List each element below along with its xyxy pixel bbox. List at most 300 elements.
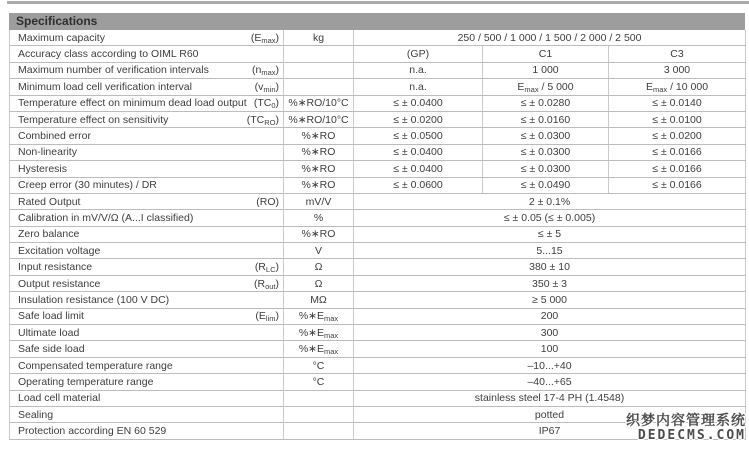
- spec-value-cell-merged: [354, 193, 746, 209]
- spec-value: [504, 212, 595, 224]
- spec-label: Maximum capacity: [18, 31, 105, 44]
- spec-value-cell: [609, 46, 746, 62]
- spec-unit: [302, 228, 336, 240]
- spec-value-cell: [609, 144, 746, 160]
- spec-value-text: 350 ± 3: [532, 277, 567, 290]
- spec-label: Excitation voltage: [18, 244, 101, 257]
- spec-value-text: 2 ± 0.1%: [528, 195, 571, 208]
- spec-value: [652, 179, 701, 191]
- spec-value: [536, 245, 562, 257]
- spec-value-cell-merged: [354, 30, 746, 46]
- spec-value: [458, 32, 642, 44]
- spec-value-cell: [609, 62, 746, 78]
- spec-unit-cell: [284, 79, 354, 95]
- spec-value-cell-merged: [354, 357, 746, 373]
- spec-value-text: 380 ± 10: [529, 261, 570, 274]
- spec-symbol-subscript: RO: [264, 117, 276, 127]
- spec-value: [521, 146, 570, 158]
- spec-value-text: potted: [534, 408, 565, 421]
- spec-symbol-text-after: ): [275, 31, 279, 44]
- spec-value: [539, 425, 561, 437]
- spec-label: Temperature effect on minimum dead load output: [18, 97, 247, 110]
- spec-value-subscript: max: [524, 84, 539, 94]
- spec-value-cell-merged: [354, 292, 746, 308]
- spec-row: [10, 390, 746, 406]
- spec-value: [652, 114, 701, 126]
- spec-value-subscript: max: [653, 84, 668, 94]
- spec-unit-cell: [284, 325, 354, 341]
- spec-unit-cell: [284, 374, 354, 390]
- spec-value: [670, 48, 683, 60]
- spec-value: [652, 163, 701, 175]
- spec-label-cell: [10, 177, 284, 193]
- spec-unit-cell: [284, 259, 354, 275]
- spec-value: [521, 97, 570, 109]
- spec-label-cell: [10, 193, 284, 209]
- spec-value-cell: [483, 161, 609, 177]
- spec-label-cell: [10, 259, 284, 275]
- spec-label-cell: [10, 111, 284, 127]
- spec-value: [532, 278, 567, 290]
- spec-value-cell: [483, 128, 609, 144]
- spec-symbol: [247, 114, 279, 126]
- spec-label-cell: [10, 275, 284, 291]
- spec-value-cell-merged: [354, 226, 746, 242]
- spec-label-cell: [10, 46, 284, 62]
- spec-value: [535, 409, 564, 421]
- spec-label: Input resistance: [18, 261, 93, 274]
- spec-value-text: ≤ ± 0.0166: [652, 162, 702, 175]
- spec-unit: [302, 163, 336, 175]
- spec-unit: [314, 212, 323, 224]
- spec-value-text: ≤ ± 0.0200: [393, 113, 443, 126]
- spec-unit-cell: [284, 111, 354, 127]
- spec-value-cell: [483, 79, 609, 95]
- spec-value: [541, 327, 559, 339]
- spec-label: Zero balance: [18, 228, 80, 241]
- spec-row: [10, 62, 746, 78]
- spec-value-cell: [354, 161, 483, 177]
- spec-value: [521, 179, 570, 191]
- spec-symbol-subscript: LC: [265, 265, 276, 275]
- specifications-title: Specifications: [16, 14, 98, 28]
- spec-unit-cell: [284, 62, 354, 78]
- spec-value-cell: [609, 79, 746, 95]
- spec-symbol: [251, 32, 279, 44]
- spec-unit-cell: [284, 128, 354, 144]
- spec-value: [409, 64, 427, 76]
- spec-unit-text: %∗RO: [301, 179, 336, 192]
- spec-unit-cell: [284, 46, 354, 62]
- spec-label: Rated Output: [18, 195, 81, 208]
- spec-value: [532, 294, 567, 306]
- spec-value: [475, 392, 624, 404]
- spec-value-cell: [354, 62, 483, 78]
- specifications-header: [9, 13, 745, 30]
- spec-symbol-text: (RO): [256, 195, 279, 208]
- spec-symbol: [254, 97, 279, 109]
- spec-label: Load cell material: [18, 392, 101, 405]
- spec-symbol-text: (E: [255, 310, 266, 323]
- spec-label-cell: [10, 161, 284, 177]
- spec-value: [521, 163, 570, 175]
- spec-unit-text: %∗RO/10°C: [288, 97, 349, 110]
- spec-label: Sealing: [18, 408, 54, 421]
- spec-symbol-text: (R: [254, 261, 266, 274]
- spec-value-cell: [354, 128, 483, 144]
- spec-value-text: ≤ ± 5: [537, 228, 562, 241]
- spec-symbol-text-after: ): [275, 80, 279, 93]
- spec-unit-text: MΩ: [310, 293, 327, 306]
- spec-value: [409, 81, 427, 93]
- spec-value-text: ≤ ± 0.0400: [393, 162, 443, 175]
- spec-value-cell-merged: [354, 390, 746, 406]
- spec-value-text: stainless steel 17-4 PH (1.4548): [474, 392, 625, 405]
- spec-value: [664, 64, 690, 76]
- spec-value-text: ≤ ± 0.0166: [652, 179, 702, 192]
- spec-label: Creep error (30 minutes) / DR: [18, 179, 157, 192]
- spec-unit-text: Ω: [314, 277, 323, 290]
- spec-label-cell: [10, 292, 284, 308]
- spec-value: [393, 97, 442, 109]
- spec-unit-text: %∗RO: [301, 228, 336, 241]
- spec-value-text: ≤ ± 0.0160: [520, 113, 571, 126]
- spec-label: Operating temperature range: [18, 375, 154, 388]
- spec-value-cell: [609, 161, 746, 177]
- spec-unit-cell: [284, 406, 354, 422]
- spec-value: [532, 64, 558, 76]
- spec-value-cell-merged: [354, 259, 746, 275]
- spec-unit-cell: [284, 292, 354, 308]
- spec-label: Maximum number of verification intervals: [18, 64, 209, 77]
- spec-symbol-text-after: ): [275, 310, 279, 323]
- spec-symbol-subscript: min: [263, 84, 276, 94]
- spec-symbol: [255, 310, 279, 322]
- spec-unit-text: %∗E: [298, 343, 324, 356]
- spec-label-cell: [10, 128, 284, 144]
- spec-table-body: [10, 30, 746, 439]
- spec-symbol-text: (n: [251, 64, 262, 77]
- spec-symbol-subscript: lim: [265, 314, 276, 324]
- spec-label: Insulation resistance (100 V DC): [18, 293, 170, 306]
- spec-label: Safe side load: [18, 343, 85, 356]
- spec-value-text: ≤ ± 0.0300: [520, 146, 571, 159]
- spec-value-text: IP67: [538, 425, 561, 438]
- spec-value-text: C3: [670, 48, 684, 61]
- spec-value-text: C1: [538, 48, 553, 61]
- spec-value-cell: [609, 95, 746, 111]
- spec-value-text: ≤ ± 0.0400: [393, 146, 443, 159]
- spec-value-cell: [483, 177, 609, 193]
- spec-value-cell-merged: [354, 243, 746, 259]
- spec-value-cell: [483, 144, 609, 160]
- spec-unit-text: %∗E: [298, 310, 324, 323]
- spec-row: [10, 226, 746, 242]
- spec-unit-text: %: [313, 211, 324, 224]
- spec-unit-text: °C: [312, 359, 325, 372]
- spec-row: [10, 308, 746, 324]
- spec-symbol-text-after: ): [275, 261, 279, 274]
- spec-unit-cell: [284, 390, 354, 406]
- spec-unit-cell: [284, 144, 354, 160]
- spec-value: [652, 130, 701, 142]
- spec-value: [541, 343, 559, 355]
- spec-row: [10, 30, 746, 46]
- spec-value-cell-merged: [354, 275, 746, 291]
- spec-value: [652, 97, 701, 109]
- spec-symbol: [252, 64, 279, 76]
- spec-value-text: ≤ ± 0.0100: [652, 113, 702, 126]
- spec-label: Protection according EN 60 529: [18, 425, 167, 438]
- spec-unit-cell: [284, 161, 354, 177]
- spec-unit-text: %∗RO/10°C: [288, 113, 349, 126]
- spec-row: [10, 46, 746, 62]
- spec-unit-text: V: [314, 244, 322, 257]
- spec-label-cell: [10, 243, 284, 259]
- top-divider-rule: [7, 1, 749, 4]
- spec-row: [10, 325, 746, 341]
- spec-row: [10, 374, 746, 390]
- spec-row: [10, 128, 746, 144]
- spec-value-text: ≤ ± 0.0140: [652, 97, 702, 110]
- spec-symbol-text-after: ): [275, 64, 279, 77]
- spec-unit: [288, 114, 348, 126]
- spec-symbol-text: (TC: [246, 113, 265, 126]
- spec-value-cell: [483, 111, 609, 127]
- spec-value: [539, 48, 552, 60]
- spec-value-cell: [354, 111, 483, 127]
- spec-value: [541, 310, 559, 322]
- spec-label-cell: [10, 79, 284, 95]
- spec-value-cell: [483, 46, 609, 62]
- spec-value-cell: [354, 144, 483, 160]
- spec-value: [646, 81, 708, 93]
- spec-label: Minimum load cell verification interval: [18, 80, 192, 93]
- spec-value-text: ≤ ± 0.0300: [520, 130, 571, 143]
- spec-row: [10, 193, 746, 209]
- spec-unit-text: °C: [312, 375, 325, 388]
- spec-value-text: ≤ ± 0.0400: [393, 97, 443, 110]
- spec-value-text: ≤ ± 0.0600: [393, 179, 443, 192]
- spec-value-text: E: [645, 80, 653, 93]
- spec-label-cell: [10, 423, 284, 439]
- spec-value: [393, 163, 442, 175]
- spec-value: [529, 196, 570, 208]
- spec-unit: [299, 310, 338, 322]
- spec-symbol-text-after: ): [275, 277, 279, 290]
- spec-label: Accuracy class according to OIML R60: [18, 48, 199, 61]
- watermark-dedecms-text: DEDECMS.COM: [637, 428, 746, 443]
- spec-unit: [313, 32, 324, 44]
- spec-value-text: E: [517, 80, 525, 93]
- spec-value-text: ≤ ± 0.0490: [520, 179, 571, 192]
- spec-value-text-after: / 10 000: [667, 80, 709, 93]
- spec-unit-subscript: max: [323, 347, 339, 357]
- spec-value: [393, 114, 442, 126]
- spec-row: [10, 177, 746, 193]
- spec-row: [10, 79, 746, 95]
- spec-value-cell: [354, 177, 483, 193]
- spec-value-cell: [483, 95, 609, 111]
- spec-unit: [313, 360, 325, 372]
- spec-row: [10, 144, 746, 160]
- spec-symbol-text: (TC: [253, 97, 272, 110]
- spec-value-text: ≤ ± 0.0280: [520, 97, 571, 110]
- spec-value-cell-merged: [354, 341, 746, 357]
- spec-row: [10, 275, 746, 291]
- spec-value-text: –40...+65: [527, 375, 572, 388]
- spec-value-text: n.a.: [409, 80, 427, 93]
- spec-symbol-text: (E: [250, 31, 262, 44]
- spec-value-text: 200: [540, 310, 559, 323]
- spec-symbol: [255, 261, 279, 273]
- spec-unit-cell: [284, 308, 354, 324]
- spec-value: [538, 228, 561, 240]
- spec-value: [393, 130, 442, 142]
- spec-value: [407, 48, 429, 60]
- spec-value-text: ≤ ± 0.0200: [652, 130, 702, 143]
- spec-value-text: 100: [540, 343, 559, 356]
- spec-unit: [306, 196, 332, 208]
- spec-row: [10, 161, 746, 177]
- spec-label-cell: [10, 390, 284, 406]
- spec-label-cell: [10, 325, 284, 341]
- spec-value: [393, 146, 442, 158]
- spec-value-text: n.a.: [409, 64, 427, 77]
- spec-value-cell-merged: [354, 308, 746, 324]
- spec-unit: [315, 261, 323, 273]
- spec-label-cell: [10, 357, 284, 373]
- spec-value-text: ≤ ± 0.0300: [520, 162, 571, 175]
- spec-value-cell: [483, 62, 609, 78]
- spec-unit: [299, 343, 338, 355]
- spec-unit-cell: [284, 341, 354, 357]
- spec-unit: [299, 327, 338, 339]
- spec-label-cell: [10, 406, 284, 422]
- spec-unit: [315, 245, 322, 257]
- spec-unit-text: %∗RO: [301, 162, 336, 175]
- spec-unit-text: kg: [312, 31, 325, 44]
- spec-label-cell: [10, 144, 284, 160]
- spec-value: [529, 261, 570, 273]
- specifications-table: [9, 30, 746, 440]
- spec-value-text: 1 000: [532, 64, 559, 77]
- spec-value-text: ≤ ± 0.0500: [393, 130, 443, 143]
- spec-unit-cell: [284, 193, 354, 209]
- spec-row: [10, 95, 746, 111]
- spec-symbol-text: (R: [253, 277, 266, 290]
- spec-row: [10, 259, 746, 275]
- spec-unit-text: Ω: [314, 261, 323, 274]
- spec-label-cell: [10, 341, 284, 357]
- spec-value-cell: [609, 177, 746, 193]
- dedecms-watermark: [626, 413, 746, 443]
- spec-label: Compensated temperature range: [18, 359, 173, 372]
- spec-unit-cell: [284, 275, 354, 291]
- spec-symbol: [255, 81, 279, 93]
- spec-unit-text: %∗RO: [301, 130, 336, 143]
- spec-row: [10, 243, 746, 259]
- spec-row: [10, 292, 746, 308]
- spec-label-cell: [10, 226, 284, 242]
- spec-label: Combined error: [18, 130, 91, 143]
- spec-unit-cell: [284, 210, 354, 226]
- spec-symbol-subscript: max: [261, 68, 276, 78]
- spec-row: [10, 341, 746, 357]
- spec-value-cell-merged: [354, 374, 746, 390]
- spec-value-text: ≤ ± 0.0166: [652, 146, 702, 159]
- spec-unit-text: %∗E: [298, 326, 324, 339]
- spec-unit: [302, 146, 336, 158]
- spec-value: [527, 360, 571, 372]
- spec-unit-text: mV/V: [305, 195, 332, 208]
- spec-label: Ultimate load: [18, 326, 80, 339]
- spec-symbol-subscript: out: [265, 281, 276, 291]
- spec-value-text: 5...15: [536, 244, 563, 257]
- spec-unit: [315, 278, 323, 290]
- spec-label: Temperature effect on sensitivity: [18, 113, 169, 126]
- spec-value-text: –10...+40: [527, 359, 572, 372]
- spec-unit: [310, 294, 327, 306]
- spec-symbol-subscript: 0: [271, 101, 276, 111]
- spec-label-cell: [10, 30, 284, 46]
- spec-value-cell: [609, 111, 746, 127]
- spec-value-cell: [609, 128, 746, 144]
- spec-unit: [302, 179, 336, 191]
- spec-value-text: 250 / 500 / 1 000 / 1 500 / 2 000 / 2 500: [457, 31, 642, 44]
- spec-unit-cell: [284, 95, 354, 111]
- spec-value-text: 3 000: [663, 64, 691, 77]
- spec-unit: [288, 97, 348, 109]
- spec-value-text: 300: [540, 326, 559, 339]
- spec-row: [10, 357, 746, 373]
- spec-symbol-text-after: ): [275, 97, 279, 110]
- spec-symbol: [254, 278, 279, 290]
- spec-unit-cell: [284, 226, 354, 242]
- spec-value: [517, 81, 573, 93]
- spec-label: Safe load limit: [18, 310, 84, 323]
- spec-label-cell: [10, 210, 284, 226]
- spec-unit-cell: [284, 177, 354, 193]
- spec-unit: [313, 376, 325, 388]
- spec-unit-subscript: max: [323, 330, 339, 340]
- spec-value: [527, 376, 571, 388]
- spec-label: Output resistance: [18, 277, 101, 290]
- spec-value-cell-merged: [354, 325, 746, 341]
- spec-value-cell: [354, 79, 483, 95]
- spec-value: [521, 114, 570, 126]
- spec-value-cell: [354, 46, 483, 62]
- spec-value-text: ≤ ± 0.05 (≤ ± 0.005): [503, 211, 596, 224]
- spec-value-cell-merged: [354, 210, 746, 226]
- spec-row: [10, 111, 746, 127]
- spec-value: [652, 146, 701, 158]
- spec-label-cell: [10, 95, 284, 111]
- spec-unit: [302, 130, 336, 142]
- spec-value-text-after: / 5 000: [538, 80, 574, 93]
- spec-label-cell: [10, 62, 284, 78]
- spec-label-cell: [10, 374, 284, 390]
- spec-label: Non-linearity: [18, 146, 77, 159]
- watermark-chinese-text: 织梦内容管理系统: [626, 412, 746, 428]
- spec-unit-cell: [284, 423, 354, 439]
- spec-unit-subscript: max: [323, 314, 339, 324]
- specifications-sheet: [9, 13, 745, 440]
- spec-value: [521, 130, 570, 142]
- spec-value-text: (GP): [406, 48, 430, 61]
- spec-value-cell: [354, 95, 483, 111]
- spec-unit-cell: [284, 243, 354, 259]
